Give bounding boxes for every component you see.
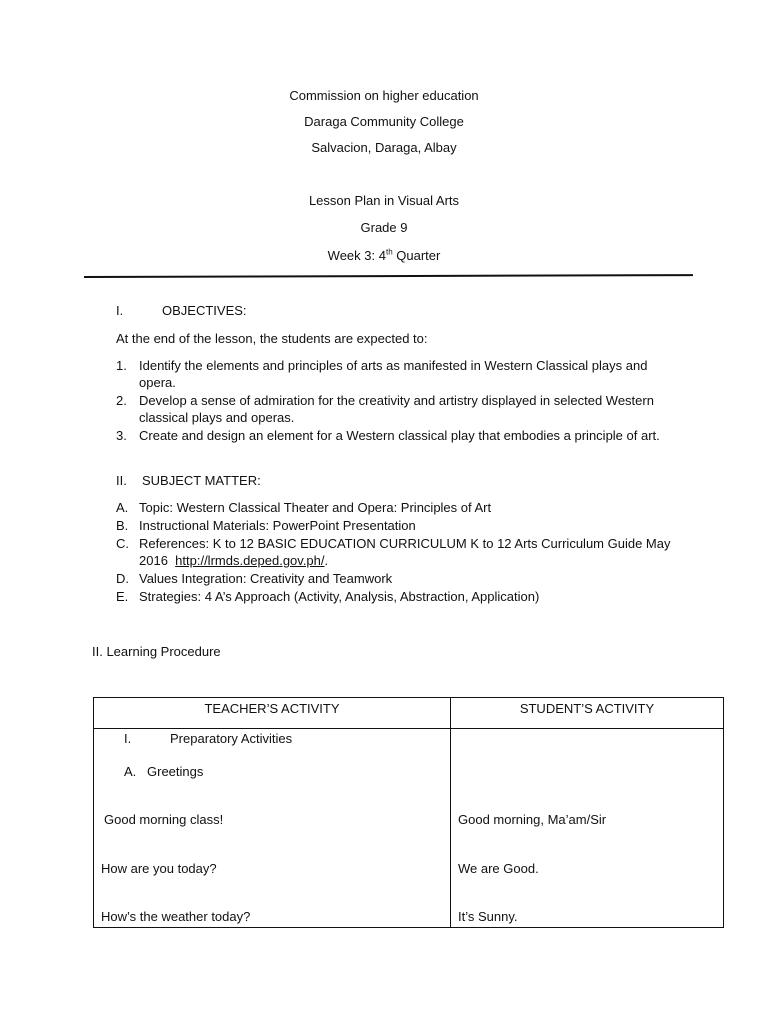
- objective-text-line2: opera.: [139, 375, 176, 390]
- objective-number: 2.: [116, 393, 127, 408]
- subject-item-letter: A.: [116, 500, 129, 515]
- activity-table: [93, 697, 724, 928]
- week-prefix: Week 3: 4: [327, 248, 386, 263]
- student-activity-cell: [451, 729, 724, 928]
- deped-link[interactable]: http://lrmds.deped.gov.ph/: [175, 553, 325, 568]
- student-line: We are Good.: [458, 861, 539, 876]
- references-year: 2016: [139, 553, 176, 568]
- greetings-heading: Greetings: [147, 764, 204, 779]
- prep-heading: Preparatory Activities: [170, 731, 293, 746]
- student-activity-header: [451, 698, 724, 729]
- objective-number: 3.: [116, 428, 127, 443]
- subject-item-topic: Topic: Western Classical Theater and Opera: Principles of Art: [139, 500, 492, 515]
- lesson-plan-title: Lesson Plan in Visual Arts: [308, 193, 460, 208]
- objectives-intro: At the end of the lesson, the students are expected to:: [116, 331, 428, 346]
- references-period: .: [324, 553, 329, 568]
- subject-item-strategies: Strategies: 4 A’s Approach (Activity, Analysis, Abstraction, Application): [139, 589, 540, 604]
- teacher-activity-cell: [94, 729, 451, 928]
- subject-item-letter: E.: [116, 589, 129, 604]
- objective-text-line2: classical plays and operas.: [139, 410, 295, 425]
- objective-number: 1.: [116, 358, 127, 373]
- subject-matter-heading: SUBJECT MATTER:: [142, 473, 261, 488]
- teacher-activity-header-label: TEACHER’S ACTIVITY: [204, 701, 340, 716]
- prep-numeral: I.: [124, 731, 132, 746]
- teacher-activity-header: [94, 698, 451, 729]
- subject-item-values: Values Integration: Creativity and Teamwork: [139, 571, 393, 586]
- objective-text-line1: Create and design an element for a Western classical play that embodies a principle of art.: [139, 428, 660, 443]
- grade-level: Grade 9: [360, 220, 408, 235]
- subject-item-materials: Instructional Materials: PowerPoint Presentation: [139, 518, 416, 533]
- header-institution: Commission on higher education: [289, 88, 479, 103]
- student-line: Good morning, Ma’am/Sir: [458, 812, 607, 827]
- teacher-line: How are you today?: [101, 861, 217, 876]
- greetings-letter: A.: [124, 764, 137, 779]
- subject-item-letter: B.: [116, 518, 129, 533]
- week-suffix: Quarter: [392, 248, 441, 263]
- header-college: Daraga Community College: [304, 114, 464, 129]
- teacher-line: Good morning class!: [104, 812, 224, 827]
- subject-matter-numeral: II.: [116, 473, 127, 488]
- teacher-line: How’s the weather today?: [101, 909, 251, 924]
- week-quarter: [0, 248, 768, 263]
- header-address: Salvacion, Daraga, Albay: [311, 140, 457, 155]
- subject-item-references: References: K to 12 BASIC EDUCATION CURRICULUM K to 12 Arts Curriculum Guide May: [139, 536, 671, 551]
- subject-item-letter: D.: [116, 571, 129, 586]
- week-superscript: th: [385, 247, 393, 257]
- objectives-numeral: I.: [116, 303, 124, 318]
- student-line: It’s Sunny.: [458, 909, 518, 924]
- objective-text-line1: Develop a sense of admiration for the creativity and artistry displayed in selected Western: [139, 393, 654, 408]
- subject-item-letter: C.: [116, 536, 129, 551]
- learning-procedure-heading: II. Learning Procedure: [92, 644, 221, 659]
- objectives-heading: OBJECTIVES:: [162, 303, 247, 318]
- references-line2: [139, 553, 328, 568]
- header-divider: [84, 274, 693, 278]
- student-activity-header-label: STUDENT’S ACTIVITY: [519, 701, 655, 716]
- objective-text-line1: Identify the elements and principles of arts as manifested in Western Classical plays and: [139, 358, 648, 373]
